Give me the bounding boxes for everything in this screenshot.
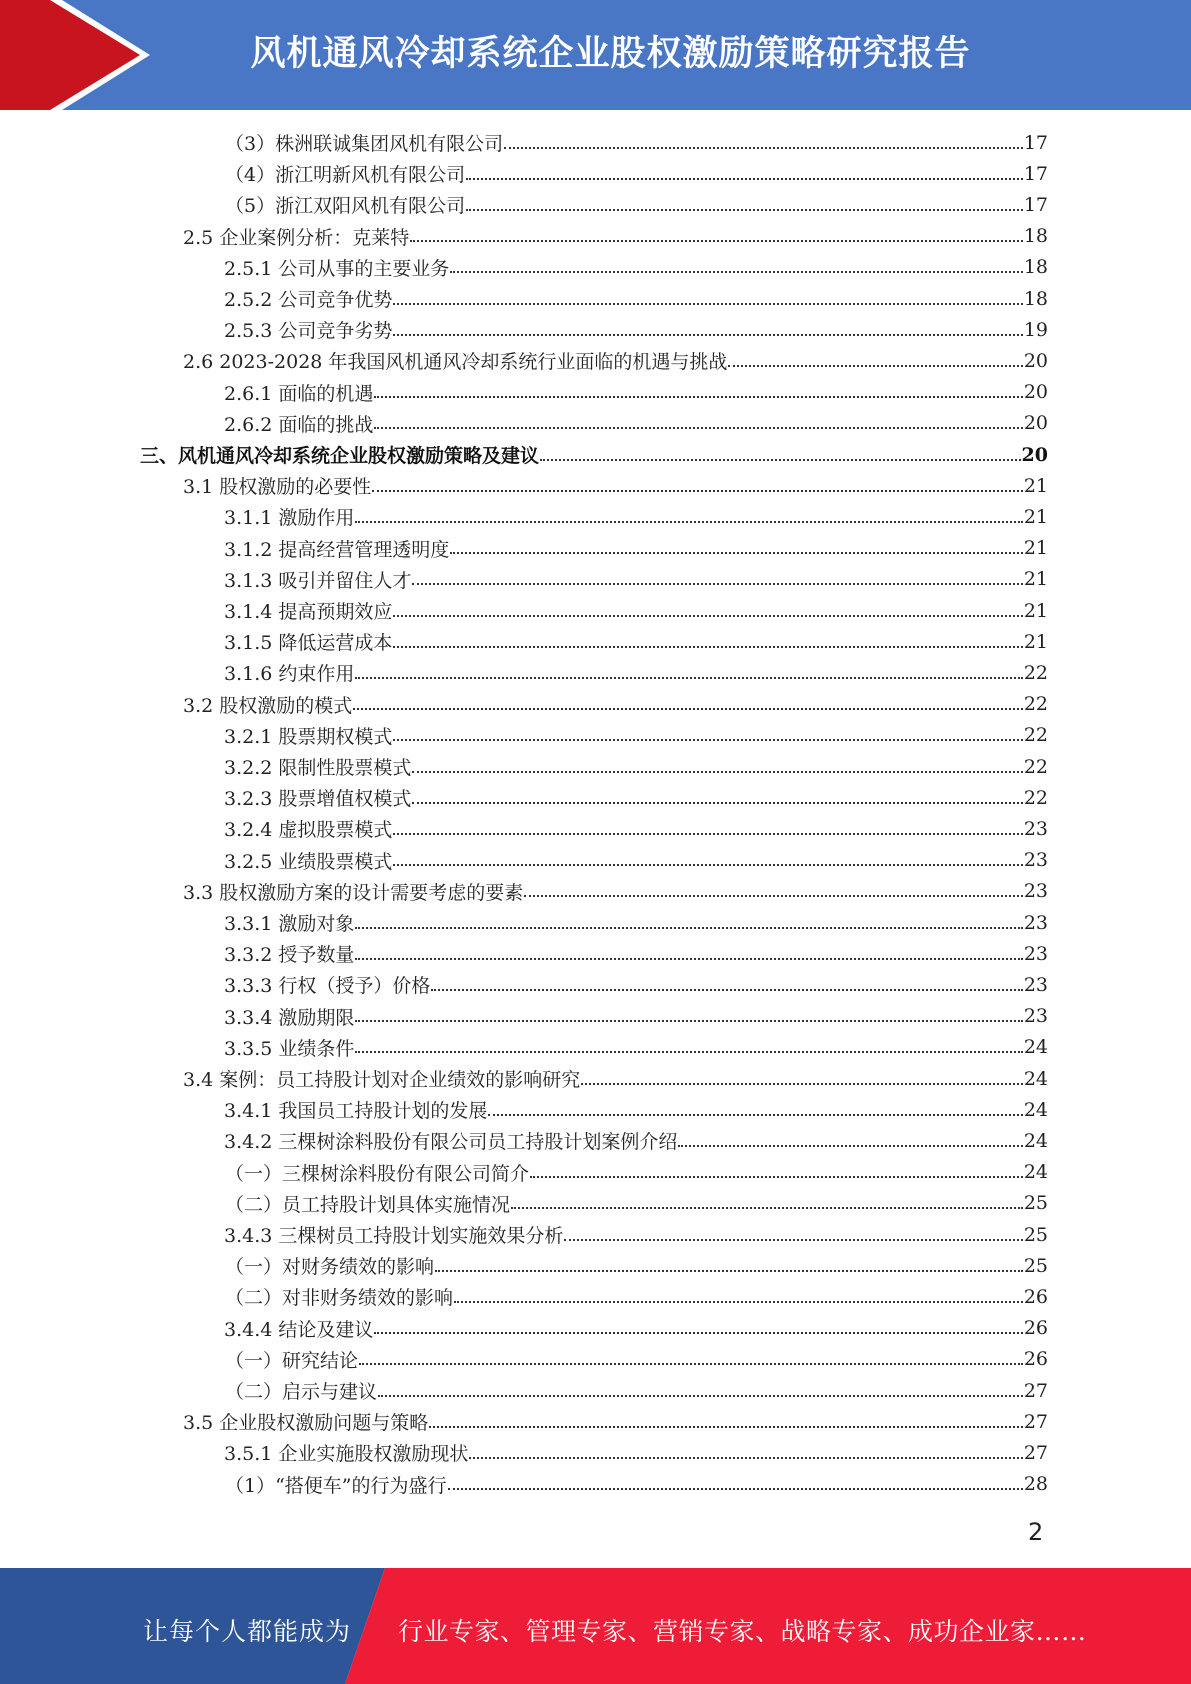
toc-entry-page: 22 xyxy=(1023,755,1048,778)
toc-entry[interactable] xyxy=(183,221,1048,252)
toc-entry[interactable] xyxy=(224,595,1048,626)
toc-dot-leader xyxy=(355,955,1022,960)
toc-dot-leader xyxy=(372,487,1023,492)
toc-entry[interactable] xyxy=(224,1001,1048,1032)
toc-entry-page: 21 xyxy=(1023,474,1048,497)
toc-dot-leader xyxy=(359,1360,1023,1365)
toc-entry-label: （一）三棵树涂料股份有限公司简介 xyxy=(225,1162,530,1185)
toc-entry-label: 3.3.5 业绩条件 xyxy=(224,1037,355,1060)
toc-entry[interactable] xyxy=(224,564,1048,595)
toc-dot-leader xyxy=(374,424,1022,429)
toc-dot-leader xyxy=(488,1111,1022,1116)
toc-entry-label: 3.3.4 激励期限 xyxy=(224,1006,355,1029)
toc-entry[interactable] xyxy=(224,1032,1048,1063)
toc-entry[interactable] xyxy=(224,533,1048,564)
toc-entry[interactable] xyxy=(224,1125,1048,1156)
toc-entry-label: （4）浙江明新风机有限公司 xyxy=(225,164,466,187)
toc-dot-leader xyxy=(393,331,1022,336)
toc-entry-page: 18 xyxy=(1023,256,1048,279)
toc-entry-page: 19 xyxy=(1023,318,1048,341)
toc-dot-leader xyxy=(393,612,1022,617)
toc-entry-label: 2.5.2 公司竞争优势 xyxy=(224,289,393,311)
toc-entry-label: （一）研究结论 xyxy=(225,1349,359,1372)
toc-entry[interactable] xyxy=(225,1281,1048,1312)
toc-entry-page: 24 xyxy=(1023,1129,1048,1152)
toc-entry[interactable] xyxy=(224,813,1048,844)
toc-entry[interactable] xyxy=(224,1437,1048,1468)
toc-entry-label: （二）员工持股计划具体实施情况 xyxy=(225,1193,511,1216)
toc-entry[interactable] xyxy=(224,377,1048,408)
toc-entry-page: 23 xyxy=(1023,911,1048,934)
toc-dot-leader xyxy=(410,237,1023,242)
toc-entry-page: 28 xyxy=(1023,1473,1048,1496)
toc-entry-label: 3.1.2 提高经营管理透明度 xyxy=(224,538,450,561)
toc-entry[interactable] xyxy=(224,657,1048,688)
toc-dot-leader xyxy=(355,1048,1022,1053)
toc-entry[interactable] xyxy=(224,720,1048,751)
toc-entry-page: 23 xyxy=(1023,880,1048,903)
toc-dot-leader xyxy=(678,1142,1022,1147)
toc-entry[interactable] xyxy=(183,876,1048,907)
toc-dot-leader xyxy=(450,268,1022,273)
toc-entry-page: 21 xyxy=(1023,505,1048,528)
toc-entry-label: 2.6 2023-2028 年我国风机通风冷却系统行业面临的机遇与挑战 xyxy=(183,351,728,374)
toc-entry-page: 23 xyxy=(1023,817,1048,840)
toc-dot-leader xyxy=(378,1392,1023,1397)
page-number: 2 xyxy=(1028,1518,1044,1546)
toc-dot-leader xyxy=(564,1236,1022,1241)
toc-entry-page: 20 xyxy=(1021,443,1048,466)
toc-entry[interactable] xyxy=(224,1313,1048,1344)
toc-entry-page: 22 xyxy=(1023,693,1048,716)
toc-entry-page: 18 xyxy=(1023,287,1048,310)
toc-dot-leader xyxy=(393,643,1022,648)
toc-dot-leader xyxy=(355,518,1022,523)
toc-entry-label: 3.2.2 限制性股票模式 xyxy=(224,757,412,779)
toc-entry-page: 24 xyxy=(1023,1036,1048,1059)
toc-dot-leader xyxy=(353,705,1023,710)
toc-entry-label: 三、风机通风冷却系统企业股权激励策略及建议 xyxy=(140,445,540,467)
toc-entry-page: 24 xyxy=(1023,1098,1048,1121)
toc-dot-leader xyxy=(530,1173,1023,1178)
toc-dot-leader xyxy=(511,1204,1023,1209)
toc-entry[interactable] xyxy=(225,1375,1048,1406)
toc-entry-page: 23 xyxy=(1023,1005,1048,1028)
toc-entry-page: 27 xyxy=(1023,1379,1048,1402)
toc-entry-page: 23 xyxy=(1023,849,1048,872)
toc-dot-leader xyxy=(393,736,1022,741)
toc-entry-label: （1）“搭便车”的行为盛行 xyxy=(225,1474,447,1497)
toc-entry[interactable] xyxy=(225,1250,1048,1281)
toc-entry[interactable] xyxy=(225,1469,1048,1500)
toc-dot-leader xyxy=(524,892,1023,897)
toc-dot-leader xyxy=(355,924,1022,929)
toc-entry-label: 3.1.6 约束作用 xyxy=(224,663,355,686)
toc-dot-leader xyxy=(431,986,1022,991)
toc-entry-label: 3.3 股权激励方案的设计需要考虑的要素 xyxy=(183,881,524,904)
toc-entry-page: 22 xyxy=(1023,786,1048,809)
toc-dot-leader xyxy=(466,175,1023,180)
toc-entry[interactable] xyxy=(183,345,1048,376)
toc-entry-page: 27 xyxy=(1023,1441,1048,1464)
toc-entry-label: （二）启示与建议 xyxy=(225,1381,378,1403)
page-footer xyxy=(0,1568,1191,1684)
toc-entry[interactable] xyxy=(225,1188,1048,1219)
toc-entry-label: 3.1 股权激励的必要性 xyxy=(183,476,372,499)
toc-dot-leader xyxy=(448,1485,1023,1490)
toc-entry-label: 3.2.5 业绩股票模式 xyxy=(224,850,393,873)
toc-entry-page: 20 xyxy=(1023,381,1048,404)
toc-entry-label: 3.3.1 激励对象 xyxy=(224,913,355,935)
footer-slogan-left: 让每个人都能成为 xyxy=(143,1617,352,1646)
toc-entry[interactable] xyxy=(224,845,1048,876)
toc-dot-leader xyxy=(429,1423,1023,1428)
toc-entry[interactable] xyxy=(224,782,1048,813)
toc-entry-label: 3.4.2 三棵树涂料股份有限公司员工持股计划案例介绍 xyxy=(224,1131,678,1154)
footer-slogan-right: 行业专家、管理专家、营销专家、战略专家、成功企业家…… xyxy=(398,1617,1087,1646)
toc-entry-page: 26 xyxy=(1023,1348,1048,1371)
toc-entry-page: 17 xyxy=(1023,131,1048,154)
toc-entry-page: 23 xyxy=(1023,942,1048,965)
toc-dot-leader xyxy=(374,393,1022,398)
toc-entry[interactable] xyxy=(183,470,1048,501)
toc-entry-page: 27 xyxy=(1023,1410,1048,1433)
toc-dot-leader xyxy=(393,861,1022,866)
toc-dot-leader xyxy=(412,799,1022,804)
toc-dot-leader xyxy=(466,206,1023,211)
toc-dot-leader xyxy=(355,1017,1022,1022)
toc-entry-page: 20 xyxy=(1023,349,1048,372)
toc-entry-label: 3.1.5 降低运营成本 xyxy=(224,632,393,655)
toc-entry[interactable] xyxy=(224,1219,1048,1250)
toc-entry[interactable] xyxy=(140,439,1048,470)
toc-entry-page: 25 xyxy=(1023,1254,1048,1277)
toc-entry-label: （一）对财务绩效的影响 xyxy=(225,1256,435,1279)
page-header xyxy=(0,0,1191,110)
toc-entry-label: 3.4 案例：员工持股计划对企业绩效的影响研究 xyxy=(183,1069,581,1091)
toc-entry[interactable] xyxy=(225,1157,1048,1188)
toc-entry-label: 2.6.2 面临的挑战 xyxy=(224,413,374,436)
toc-dot-leader xyxy=(540,456,1021,461)
toc-entry-page: 25 xyxy=(1023,1192,1048,1215)
toc-entry-page: 23 xyxy=(1023,973,1048,996)
toc-entry-label: 2.6.1 面临的机遇 xyxy=(224,382,374,405)
toc-entry-page: 22 xyxy=(1023,661,1048,684)
toc-entry[interactable] xyxy=(183,1406,1048,1437)
toc-dot-leader xyxy=(454,1298,1023,1303)
toc-entry[interactable] xyxy=(183,689,1048,720)
toc-entry[interactable] xyxy=(224,1094,1048,1125)
toc-entry-page: 17 xyxy=(1023,162,1048,185)
toc-entry-label: 3.2.3 股票增值权模式 xyxy=(224,788,412,811)
toc-entry[interactable] xyxy=(224,314,1048,345)
toc-entry-page: 22 xyxy=(1023,724,1048,747)
toc-entry-page: 26 xyxy=(1023,1285,1048,1308)
toc-entry[interactable] xyxy=(224,938,1048,969)
toc-entry-label: （5）浙江双阳风机有限公司 xyxy=(225,195,466,218)
toc-entry[interactable] xyxy=(224,626,1048,657)
toc-entry-label: 3.1.1 激励作用 xyxy=(224,507,355,530)
toc-dot-leader xyxy=(581,1080,1023,1085)
toc-entry-label: 3.4.3 三棵树员工持股计划实施效果分析 xyxy=(224,1225,564,1247)
toc-entry-label: 3.1.3 吸引并留住人才 xyxy=(224,569,412,592)
toc-entry-page: 21 xyxy=(1023,630,1048,653)
toc-entry-label: 2.5 企业案例分析：克莱特 xyxy=(183,226,410,249)
toc-entry[interactable] xyxy=(224,501,1048,532)
toc-entry[interactable] xyxy=(225,127,1048,158)
toc-entry-page: 25 xyxy=(1023,1223,1048,1246)
toc-entry[interactable] xyxy=(225,189,1048,220)
toc-entry-label: 3.5.1 企业实施股权激励现状 xyxy=(224,1443,469,1466)
toc-dot-leader xyxy=(412,580,1022,585)
toc-entry-page: 20 xyxy=(1023,412,1048,435)
toc-entry-label: 2.5.1 公司从事的主要业务 xyxy=(224,257,450,280)
toc-entry-page: 21 xyxy=(1023,537,1048,560)
toc-dot-leader xyxy=(450,549,1022,554)
toc-entry-page: 17 xyxy=(1023,193,1048,216)
toc-dot-leader xyxy=(504,144,1023,149)
toc-entry-label: 3.3.3 行权（授予）价格 xyxy=(224,975,431,998)
toc-entry[interactable] xyxy=(224,907,1048,938)
toc-entry-label: 3.2.4 虚拟股票模式 xyxy=(224,819,393,842)
toc-entry[interactable] xyxy=(225,158,1048,189)
toc-dot-leader xyxy=(393,830,1022,835)
toc-entry-label: （二）对非财务绩效的影响 xyxy=(225,1287,454,1310)
toc-entry[interactable] xyxy=(183,1063,1048,1094)
toc-entry[interactable] xyxy=(224,408,1048,439)
toc-entry-page: 26 xyxy=(1023,1317,1048,1340)
toc-entry-page: 21 xyxy=(1023,568,1048,591)
toc-entry-label: 3.2 股权激励的模式 xyxy=(183,694,353,717)
toc-entry-page: 21 xyxy=(1023,599,1048,622)
toc-entry[interactable] xyxy=(224,969,1048,1000)
toc-dot-leader xyxy=(412,768,1022,773)
toc-entry-label: 2.5.3 公司竞争劣势 xyxy=(224,320,393,343)
toc-entry-label: 3.2.1 股票期权模式 xyxy=(224,725,393,748)
toc-dot-leader xyxy=(374,1329,1022,1334)
toc-entry-label: 3.1.4 提高预期效应 xyxy=(224,601,393,623)
toc-dot-leader xyxy=(393,300,1022,305)
page-title: 风机通风冷却系统企业股权激励策略研究报告 xyxy=(250,34,971,74)
toc-dot-leader xyxy=(728,362,1022,367)
toc-entry-label: 3.3.2 授予数量 xyxy=(224,944,355,967)
toc-entry[interactable] xyxy=(224,283,1048,314)
toc-entry-page: 18 xyxy=(1023,225,1048,248)
toc-entry[interactable] xyxy=(224,252,1048,283)
toc-entry-label: 3.4.1 我国员工持股计划的发展 xyxy=(224,1100,488,1123)
toc-entry[interactable] xyxy=(224,751,1048,782)
toc-entry-page: 24 xyxy=(1023,1067,1048,1090)
toc-entry-label: （3）株洲联诚集团风机有限公司 xyxy=(225,133,504,155)
toc-dot-leader xyxy=(435,1267,1023,1272)
toc-entry-label: 3.4.4 结论及建议 xyxy=(224,1318,374,1341)
toc-dot-leader xyxy=(355,674,1022,679)
toc-entry-page: 24 xyxy=(1023,1161,1048,1184)
toc-entry-label: 3.5 企业股权激励问题与策略 xyxy=(183,1412,429,1435)
toc-entry[interactable] xyxy=(225,1344,1048,1375)
toc-dot-leader xyxy=(469,1454,1022,1459)
